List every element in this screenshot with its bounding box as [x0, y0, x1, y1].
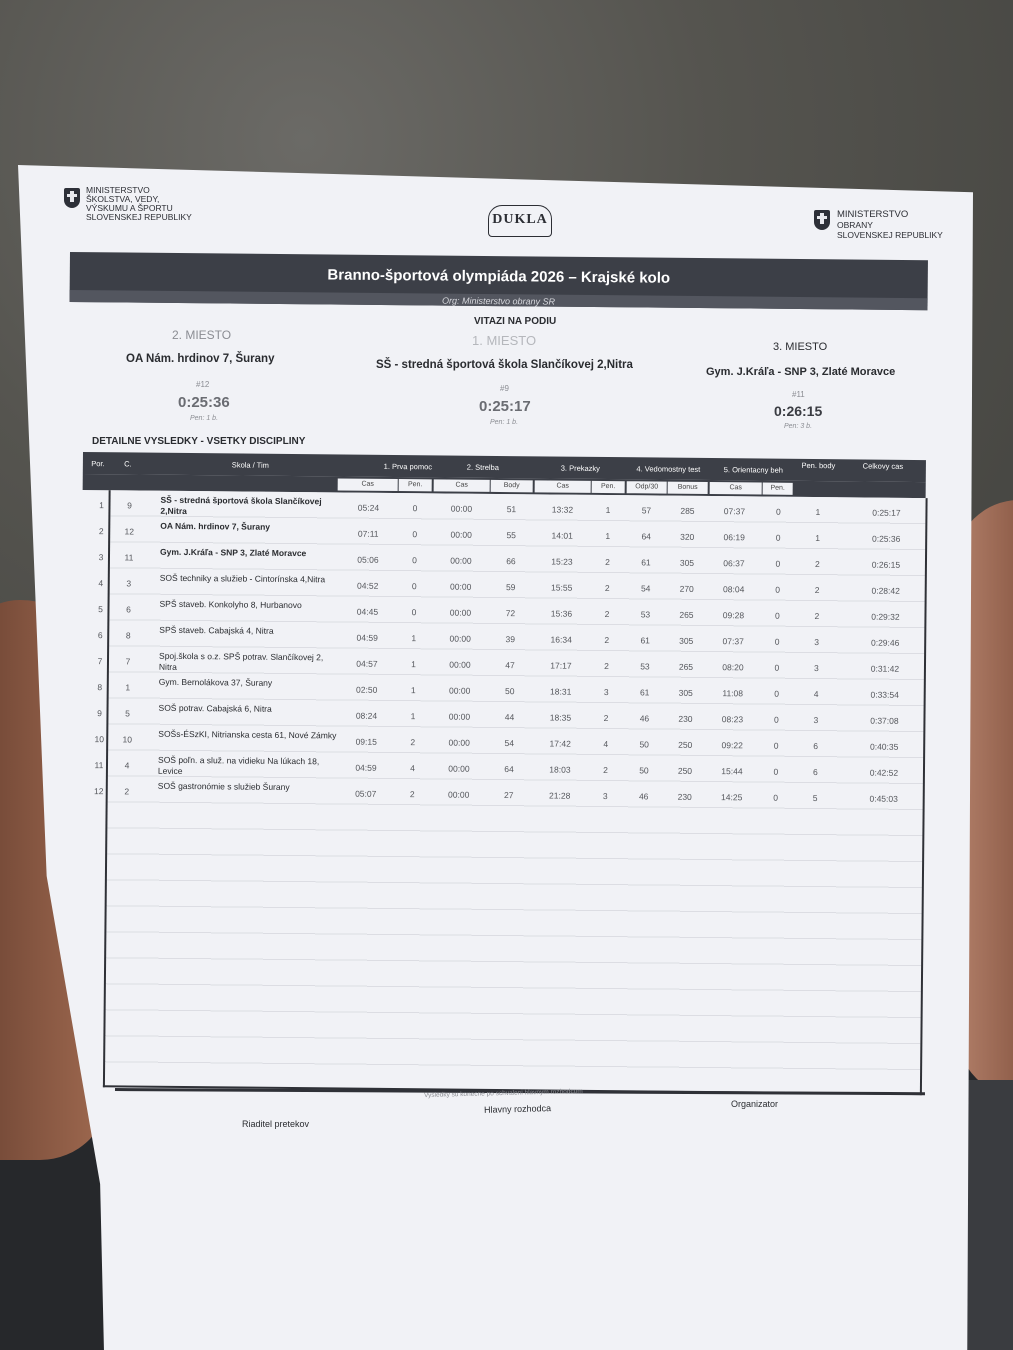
cell-d1p: 1 [410, 685, 416, 696]
cell-d2b: 27 [503, 790, 514, 801]
cell-d3p: 2 [604, 583, 610, 594]
cell-d5p: 0 [775, 584, 781, 595]
cell-d2b: 39 [505, 634, 516, 645]
header-por: Por. [91, 459, 105, 469]
cell-d1c: 04:52 [357, 580, 379, 591]
header-pen: Pen. body [801, 460, 836, 471]
sub-d3-pen: Pen. [592, 481, 625, 493]
cell-d5p: 0 [774, 636, 780, 647]
cell-d4b: 305 [678, 687, 693, 698]
cell-d1c: 04:57 [356, 658, 378, 669]
cell-d3p: 1 [605, 505, 611, 516]
cell-d1c: 05:06 [357, 554, 379, 565]
sub-d4-odp: Odp/30 [627, 481, 667, 493]
cell-por: 6 [97, 630, 103, 641]
footer-note: Vysledky su konecne po schvaleni hlavnym rozhodcom [423, 1087, 583, 1100]
organizer-line: Org: Ministerstvo obrany SR [441, 295, 556, 307]
cell-total: 0:33:54 [870, 689, 899, 700]
slovak-crest-icon [64, 188, 80, 208]
second-place-school: OA Nám. hrdinov 7, Šurany [126, 353, 275, 365]
cell-d1p: 0 [411, 581, 417, 592]
cell-d2b: 55 [506, 530, 517, 541]
cell-c: 11 [124, 552, 134, 563]
cell-d4o: 53 [640, 609, 651, 620]
cell-skola: Gym. Bernolákova 37, Šurany [158, 676, 273, 688]
cell-pen: 6 [813, 741, 819, 752]
cell-pen: 3 [814, 663, 819, 674]
first-place-school: SŠ - stredná športová škola Slančíkovej 2,Nitra [376, 359, 633, 371]
cell-d4b: 230 [678, 713, 693, 724]
cell-d2b: 44 [504, 712, 515, 723]
second-place-penalty: Pen: 1 b. [190, 415, 219, 422]
cell-por: 10 [94, 734, 105, 745]
cell-pen: 5 [812, 793, 818, 804]
cell-por: 8 [97, 682, 103, 693]
cell-d5p: 0 [776, 506, 781, 517]
cell-d1c: 08:24 [355, 710, 378, 721]
cell-d3p: 3 [602, 791, 608, 802]
third-place-penalty: Pen: 3 b. [784, 423, 813, 430]
cell-d4o: 61 [640, 635, 650, 646]
cell-d1c: 09:15 [355, 736, 377, 747]
cell-d2b: 50 [504, 686, 515, 697]
header-skola: Skola / Tim [231, 460, 269, 470]
cell-d2c: 00:00 [450, 503, 473, 514]
cell-pen: 2 [814, 585, 820, 596]
cell-pen: 1 [815, 507, 821, 518]
first-place-penalty: Pen: 1 b. [490, 419, 519, 426]
cell-c: 3 [126, 578, 132, 589]
cell-d2c: 00:00 [450, 581, 472, 592]
cell-d3c: 14:01 [551, 530, 573, 541]
cell-d2c: 00:00 [448, 789, 470, 800]
cell-c: 10 [122, 734, 133, 745]
cell-d5c: 14:25 [721, 792, 743, 803]
third-place-label: 3. MIESTO [773, 341, 828, 353]
cell-skola: SOŠ potrav. Cabajská 6, Nitra [158, 702, 272, 714]
cell-d4o: 50 [639, 739, 650, 750]
cell-skola: SOŠ techniky a služieb - Cintorínska 4,Nitra [159, 572, 326, 585]
cell-d5c: 11:08 [722, 688, 744, 699]
cell-d1p: 1 [411, 659, 416, 670]
title-bar [70, 252, 928, 310]
cell-d2c: 00:00 [448, 711, 471, 722]
cell-c: 8 [125, 630, 131, 641]
second-place-number: #12 [196, 380, 210, 389]
cell-total: 0:31:42 [870, 663, 900, 674]
third-place-number: #11 [792, 390, 805, 399]
cell-d3c: 15:55 [551, 582, 573, 593]
cell-d4b: 250 [678, 739, 693, 750]
cell-d5p: 0 [773, 792, 779, 803]
cell-c: 7 [125, 656, 131, 667]
cell-d5c: 09:28 [722, 610, 745, 621]
cell-total: 0:29:46 [870, 637, 900, 648]
cell-d3c: 13:32 [551, 504, 574, 515]
cell-skola: OA Nám. hrdinov 7, Šurany [160, 520, 271, 532]
cell-por: 2 [98, 526, 104, 537]
cell-d5c: 09:22 [721, 740, 743, 751]
cell-c: 5 [125, 708, 130, 719]
cell-d4b: 305 [679, 557, 695, 568]
page-title: Branno-športová olympiáda 2026 – Krajské kolo [327, 266, 671, 287]
header-d5: 5. Orientacny beh [723, 465, 783, 475]
cell-d2c: 00:00 [449, 659, 471, 670]
cell-d2c: 00:00 [450, 529, 472, 540]
cell-d1p: 0 [411, 607, 417, 618]
cell-d4o: 61 [641, 557, 651, 568]
cell-d3c: 15:36 [550, 608, 573, 619]
cell-d4o: 50 [639, 765, 649, 776]
cell-d3p: 2 [603, 713, 609, 724]
cell-d3c: 16:34 [550, 634, 572, 645]
cell-d1c: 05:24 [357, 502, 380, 513]
podium-heading: VITAZI NA PODIU [474, 316, 557, 327]
detail-heading: DETAILNE VYSLEDKY - VSETKY DISCIPLINY [92, 436, 306, 447]
cell-total: 0:37:08 [870, 715, 899, 726]
cell-d4o: 57 [641, 505, 652, 516]
third-place-time: 0:26:15 [774, 403, 823, 419]
footer-rozhodca: Hlavny rozhodca [483, 1103, 552, 1115]
cell-c: 1 [125, 682, 131, 693]
cell-d2b: 66 [506, 556, 516, 567]
cell-d2c: 00:00 [449, 607, 472, 618]
sub-d3-cas: Cas [535, 480, 591, 493]
cell-d4o: 64 [641, 531, 651, 542]
cell-skola: SPŠ staveb. Konkolyho 8, Hurbanovo [159, 598, 302, 611]
cell-d4o: 46 [639, 713, 650, 724]
cell-c: 6 [126, 604, 131, 615]
cell-total: 0:28:42 [871, 585, 900, 596]
cell-d1p: 0 [412, 529, 418, 540]
first-place-label: 1. MIESTO [472, 333, 537, 348]
cell-pen: 3 [814, 637, 820, 648]
cell-d4o: 46 [638, 791, 649, 802]
cell-d3p: 4 [603, 739, 609, 750]
cell-skola: SPŠ staveb. Cabajská 4, Nitra [159, 624, 274, 636]
cell-por: 9 [97, 708, 102, 719]
sub-d4-bonus: Bonus [668, 482, 708, 494]
cell-d4b: 285 [680, 505, 695, 516]
results-table [77, 452, 926, 1100]
cell-d5c: 08:20 [722, 662, 744, 673]
cell-skola: SŠ - stredná športová škola Slančíkovej 2,Nitra [160, 494, 322, 516]
cell-total: 0:29:32 [871, 611, 900, 622]
sub-d1-pen: Pen. [399, 479, 432, 491]
cell-d1c: 04:59 [356, 632, 378, 643]
header-c: C. [124, 459, 132, 469]
cell-d1c: 07:11 [357, 528, 379, 539]
cell-d1p: 0 [412, 503, 418, 514]
cell-total: 0:26:15 [871, 559, 901, 570]
cell-por: 3 [98, 552, 104, 563]
cell-d5p: 0 [775, 610, 780, 621]
cell-pen: 3 [813, 715, 819, 726]
cell-d3c: 15:23 [551, 556, 573, 567]
header-d1: 1. Prva pomoc [383, 461, 433, 472]
sub-d2-body: Body [491, 480, 533, 492]
cell-d3c: 18:03 [549, 764, 571, 775]
cell-d2b: 54 [504, 738, 515, 749]
dukla-logo: DUKLA [488, 205, 552, 237]
cell-d4o: 61 [639, 687, 650, 698]
cell-c: 2 [124, 786, 130, 797]
cell-por: 7 [97, 656, 103, 667]
cell-d3p: 3 [603, 687, 609, 698]
cell-por: 12 [93, 786, 104, 797]
cell-pen: 2 [815, 559, 820, 570]
cell-d5p: 0 [775, 532, 781, 543]
cell-d2b: 51 [506, 504, 517, 515]
cell-d1p: 1 [411, 633, 417, 644]
cell-d2c: 00:00 [448, 763, 470, 774]
cell-por: 1 [99, 500, 104, 511]
cell-d3c: 18:31 [550, 686, 572, 697]
cell-pen: 1 [815, 533, 821, 544]
cell-por: 4 [98, 578, 104, 589]
cell-skola: SOŠ poľn. a služ. na vidieku Na lúkach 18, Levice [157, 754, 320, 776]
cell-d1c: 04:59 [355, 762, 377, 773]
cell-d3p: 2 [603, 765, 608, 776]
cell-d1p: 0 [412, 555, 417, 566]
cell-d4b: 265 [678, 661, 694, 672]
cell-total: 0:45:03 [869, 793, 898, 804]
cell-skola: Spoj.škola s o.z. SPŠ potrav. Slančíkovej 2, Nitra [158, 650, 324, 672]
second-place-label: 2. MIESTO [172, 328, 232, 342]
header-d2: 2. Strelba [466, 462, 499, 472]
cell-d1c: 05:07 [355, 788, 377, 799]
cell-total: 0:25:17 [872, 507, 901, 518]
cell-pen: 2 [814, 611, 820, 622]
cell-d3p: 1 [605, 531, 611, 542]
cell-c: 12 [124, 526, 135, 537]
cell-d2b: 64 [504, 764, 514, 775]
footer-riaditel: Riaditel pretekov [242, 1119, 310, 1129]
cell-d3c: 17:42 [549, 738, 571, 749]
cell-d5c: 06:37 [723, 558, 745, 569]
sub-d5-pen: Pen. [763, 483, 793, 495]
cell-d3p: 2 [604, 661, 609, 672]
ministry-defence-logo: MINISTERSTVO OBRANY SLOVENSKEJ REPUBLIKY [837, 209, 943, 240]
cell-d5c: 15:44 [721, 766, 743, 777]
cell-d2b: 47 [505, 660, 515, 671]
cell-skola: SOŠ gastronómie s služieb Šurany [157, 780, 290, 792]
cell-d5p: 0 [773, 766, 779, 777]
cell-d3c: 21:28 [549, 790, 571, 801]
cell-d3p: 2 [604, 609, 610, 620]
cell-d5c: 08:04 [723, 584, 745, 595]
cell-d4b: 230 [677, 791, 692, 802]
cell-por: 5 [98, 604, 103, 615]
cell-d2c: 00:00 [450, 555, 472, 566]
cell-d1p: 1 [410, 711, 416, 722]
cell-d2c: 00:00 [448, 737, 470, 748]
cell-d3p: 2 [604, 635, 610, 646]
cell-d3p: 2 [605, 557, 610, 568]
cell-d4b: 265 [679, 609, 694, 620]
cell-total: 0:42:52 [869, 767, 899, 778]
cell-c: 9 [127, 500, 132, 511]
cell-d5p: 0 [775, 558, 781, 569]
cell-d4o: 53 [640, 661, 650, 672]
cell-d3c: 17:17 [550, 660, 572, 671]
cell-skola: Gym. J.Kráľa - SNP 3, Zlaté Moravce [159, 546, 307, 559]
cell-d5c: 08:23 [721, 714, 744, 725]
cell-total: 0:25:36 [871, 533, 901, 544]
cell-total: 0:40:35 [869, 741, 899, 752]
footer-organizator: Organizator [731, 1099, 779, 1109]
cell-d4b: 305 [679, 635, 694, 646]
second-place-time: 0:25:36 [178, 394, 230, 411]
cell-d4o: 54 [640, 583, 651, 594]
sub-d5-cas: Cas [710, 482, 762, 494]
cell-d5c: 06:19 [723, 532, 745, 543]
cell-d1p: 4 [410, 763, 415, 774]
cell-pen: 4 [813, 689, 819, 700]
header-d3: 3. Prekazky [560, 463, 601, 473]
cell-d3c: 18:35 [549, 712, 572, 723]
cell-d1c: 04:45 [356, 606, 379, 617]
cell-d5c: 07:37 [722, 636, 744, 647]
cell-d2c: 00:00 [449, 685, 471, 696]
cell-d5p: 0 [773, 740, 779, 751]
cell-d1c: 02:50 [356, 684, 378, 695]
first-place-number: #9 [500, 384, 509, 393]
sub-d1-cas: Cas [338, 478, 398, 491]
cell-d1p: 2 [409, 789, 415, 800]
cell-d1p: 2 [410, 737, 416, 748]
header-d4: 4. Vedomostny test [636, 464, 701, 474]
cell-pen: 6 [813, 767, 818, 778]
cell-skola: SOŠs-ÉSzKI, Nitrianska cesta 61, Nové Zámky [158, 728, 337, 741]
cell-d5p: 0 [774, 688, 780, 699]
cell-d5c: 07:37 [723, 506, 746, 517]
cell-c: 4 [124, 760, 130, 771]
cell-d2b: 72 [505, 608, 516, 619]
cell-d4b: 270 [679, 583, 694, 594]
cell-d2c: 00:00 [449, 633, 471, 644]
header-celkovy: Celkovy cas [862, 461, 904, 471]
third-place-school: Gym. J.Kráľa - SNP 3, Zlaté Moravce [706, 366, 896, 378]
ministry-education-logo: MINISTERSTVO ŠKOLSTVA, VEDY, VÝSKUMU A ŠPORTU SLOVENSKEJ REPUBLIKY [86, 185, 192, 222]
cell-d4b: 320 [680, 531, 695, 542]
cell-d5p: 0 [774, 662, 780, 673]
cell-por: 11 [94, 760, 104, 771]
cell-d4b: 250 [677, 765, 693, 776]
cell-d2b: 59 [505, 582, 516, 593]
slovak-crest-icon [814, 210, 830, 230]
sub-d2-cas: Cas [434, 479, 490, 492]
cell-d5p: 0 [774, 714, 779, 725]
first-place-time: 0:25:17 [479, 398, 531, 415]
